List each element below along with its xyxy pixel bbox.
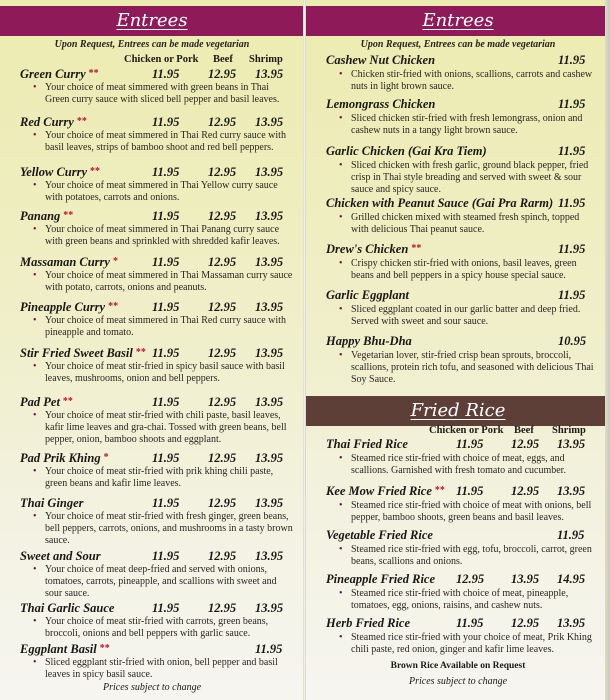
price-beef: 13.95 — [511, 572, 540, 586]
price-chicken-pork: 11.95 — [152, 209, 180, 223]
price-beef: 12.95 — [511, 484, 540, 498]
spice-indicator: * — [112, 256, 118, 267]
item-name: Pineapple Fried Rice — [326, 572, 436, 586]
spice-indicator: ** — [108, 301, 119, 312]
price-beef: 12.95 — [208, 549, 237, 563]
item-name: Eggplant Basil ** — [20, 642, 110, 656]
spice-indicator: ** — [434, 485, 445, 496]
price: 11.95 — [558, 144, 586, 158]
item-description: • Steamed rice stir-fried with choice of meat with onions, bell pepper, bamboo shoots, green beans and basil leaves. — [351, 500, 596, 524]
item-name: Massaman Curry * — [20, 255, 118, 269]
item-name: Thai Ginger — [20, 496, 84, 510]
item-description: • Your choice of meat stir-fried with chili paste, basil leaves, kafir lime leaves and gra-chai. Tossed with green beans, bell pepper, onion, bamboo shoots and eggplant. — [45, 410, 295, 446]
item-description: • Your choice of meat stir-fried with prik khing chili paste, green beans and kafir lime leaves. — [45, 466, 295, 490]
spice-indicator: ** — [76, 116, 87, 127]
spice-indicator: ** — [88, 68, 99, 79]
price-shrimp: 13.95 — [255, 346, 284, 360]
spice-indicator: * — [103, 452, 109, 463]
vegetarian-note: Upon Request, Entrees can be made vegetarian — [54, 39, 250, 50]
item-name: Pad Pet ** — [20, 395, 73, 409]
price-shrimp: 13.95 — [255, 395, 284, 409]
price-shrimp: 13.95 — [557, 437, 586, 451]
prices-disclaimer: Prices subject to change — [102, 682, 202, 693]
item-name: Chicken with Peanut Sauce (Gai Pra Rarm) — [326, 196, 554, 210]
item-description: • Steamed rice stir-fried with your choice of meat, Prik Khing chili paste, red onion, ginger and kafir lime leaves. — [351, 632, 596, 656]
vegetarian-note: Upon Request, Entrees can be made vegetarian — [360, 39, 556, 50]
price-chicken-pork: 11.95 — [152, 115, 180, 129]
item-description: • Sliced chicken stir-fried with fresh lemongrass, onion and cashew nuts in a tangy light brown sauce. — [351, 113, 596, 137]
item-description: • Your choice of meat simmered in Thai Yellow curry sauce with potatoes, carrots and onions. — [45, 180, 295, 204]
price-beef: 12.95 — [511, 437, 540, 451]
price-beef: 12.95 — [208, 165, 237, 179]
price-shrimp: 13.95 — [255, 115, 284, 129]
price-chicken-pork: 11.95 — [152, 67, 180, 81]
item-description: • Your choice of meat stir-fried with fresh ginger, green beans, bell peppers, carrots, onions, and mushrooms in a tasty brown sauce. — [45, 511, 295, 547]
price-beef: 12.95 — [208, 67, 237, 81]
price-shrimp: 13.95 — [255, 451, 284, 465]
price-shrimp: 13.95 — [557, 484, 586, 498]
column-header-beef: Beef — [213, 54, 233, 65]
price: 11.95 — [255, 642, 283, 656]
item-description: • Your choice of meat simmered in Thai Red curry sauce with pineapple and tomato. — [45, 315, 295, 339]
price-shrimp: 13.95 — [255, 496, 284, 510]
item-description: • Your choice of meat simmered in Thai Red curry sauce with basil leaves, strips of bamboo shoot and red bell peppers. — [45, 130, 295, 154]
price-chicken-pork: 11.95 — [456, 484, 484, 498]
section-title: Entrees — [422, 10, 494, 31]
price-chicken-pork: 11.95 — [152, 255, 180, 269]
price-shrimp: 13.95 — [557, 616, 586, 630]
spice-indicator: ** — [62, 396, 73, 407]
item-description: • Your choice of meat simmered in Thai Massaman curry sauce with potato, carrots, onions and peanuts. — [45, 270, 295, 294]
item-description: • Your choice of meat deep-fried and served with onions, tomatoes, carrots, pineapple, and scallions with sweet and sour sauce. — [45, 564, 295, 600]
item-name: Thai Fried Rice — [326, 437, 408, 451]
column-header-chicken-pork: Chicken or Pork — [124, 54, 199, 65]
entrees-banner — [0, 6, 304, 36]
item-name: Pad Prik Khing * — [20, 451, 109, 465]
section-title: Entrees — [116, 10, 188, 31]
item-name: Green Curry ** — [20, 67, 99, 81]
price-shrimp: 13.95 — [255, 549, 284, 563]
price-beef: 12.95 — [208, 496, 237, 510]
item-name: Kee Mow Fried Rice ** — [326, 484, 445, 498]
entrees-banner — [306, 6, 610, 36]
item-description: • Crispy chicken stir-fried with onions, basil leaves, green beans and bell peppers in a spicy house special sauce. — [351, 258, 596, 282]
price-beef: 12.95 — [511, 616, 540, 630]
section-title: Fried Rice — [410, 400, 506, 421]
price-chicken-pork: 11.95 — [152, 601, 180, 615]
item-description: • Grilled chicken mixed with steamed fresh spinch, topped with delicious Thai peanut sauce. — [351, 212, 596, 236]
price-shrimp: 13.95 — [255, 300, 284, 314]
price-beef: 12.95 — [208, 255, 237, 269]
column-header-beef: Beef — [514, 425, 534, 436]
price-chicken-pork: 11.95 — [456, 616, 484, 630]
price: 11.95 — [558, 97, 586, 111]
item-description: • Vegetarian lover, stir-fried crisp bean sprouts, broccoli, scallions, protein rich tofu, and seasoned with delicious Thai Soy Sauce. — [351, 350, 596, 386]
item-name: Garlic Eggplant — [326, 288, 409, 302]
right-menu-page — [306, 0, 610, 700]
item-description: • Sliced chicken with fresh garlic, ground black pepper, fried crisp in Thai style breading and served with sweet & sour sauce and spicy sauce. — [351, 160, 596, 196]
item-name: Yellow Curry ** — [20, 165, 101, 179]
price-chicken-pork: 11.95 — [152, 346, 180, 360]
price-chicken-pork: 11.95 — [152, 395, 180, 409]
column-header-shrimp: Shrimp — [249, 54, 283, 65]
price-shrimp: 14.95 — [557, 572, 586, 586]
item-description: • Sliced eggplant coated in our garlic batter and deep fried. Served with sweet and sour sauce. — [351, 304, 596, 328]
item-description: • Steamed rice stir-fried with egg, tofu, broccoli, carrot, green beans, scallions and onions. — [351, 544, 596, 568]
price-beef: 12.95 — [208, 395, 237, 409]
price-chicken-pork: 11.95 — [456, 437, 484, 451]
item-name: Lemongrass Chicken — [326, 97, 436, 111]
price: 11.95 — [558, 242, 586, 256]
price-chicken-pork: 11.95 — [152, 300, 180, 314]
price-shrimp: 13.95 — [255, 601, 284, 615]
fried-rice-banner — [306, 396, 610, 426]
price-beef: 12.95 — [208, 346, 237, 360]
spice-indicator: ** — [411, 243, 422, 254]
price: 11.95 — [558, 53, 586, 67]
price-beef: 12.95 — [208, 115, 237, 129]
item-description: • Steamed rice stir-fried with choice of meat, pineapple, tomatoes, egg, onions, raisins, and cashew nuts. — [351, 588, 596, 612]
price-beef: 12.95 — [208, 209, 237, 223]
price-beef: 12.95 — [208, 601, 237, 615]
price-beef: 12.95 — [208, 451, 237, 465]
price: 10.95 — [558, 334, 587, 348]
price-shrimp: 13.95 — [255, 165, 284, 179]
brown-rice-note: Brown Rice Available on Request — [390, 661, 526, 671]
spice-indicator: ** — [90, 166, 101, 177]
price-shrimp: 13.95 — [255, 67, 284, 81]
item-description: • Sliced eggplant stir-fried with onion, bell pepper and basil leaves in spicy basil sauce. — [45, 657, 295, 681]
price: 11.95 — [558, 196, 586, 210]
item-name: Vegetable Fried Rice — [326, 528, 433, 542]
item-name: Sweet and Sour — [20, 549, 101, 563]
price: 11.95 — [557, 528, 585, 542]
prices-disclaimer: Prices subject to change — [408, 676, 508, 687]
item-name: Drew's Chicken ** — [326, 242, 422, 256]
price-chicken-pork: 11.95 — [152, 451, 180, 465]
item-name: Stir Fried Sweet Basil ** — [20, 346, 146, 360]
item-name: Thai Garlic Sauce — [20, 601, 115, 615]
price-shrimp: 13.95 — [255, 209, 284, 223]
price: 11.95 — [558, 288, 586, 302]
item-description: • Your choice of meat simmered with green beans in Thai Green curry sauce with sliced bell pepper and basil leaves. — [45, 82, 295, 106]
item-name: Garlic Chicken (Gai Kra Tiem) — [326, 144, 487, 158]
spice-indicator: ** — [63, 210, 74, 221]
spice-indicator: ** — [135, 347, 146, 358]
price-chicken-pork: 12.95 — [456, 572, 485, 586]
price-chicken-pork: 11.95 — [152, 496, 180, 510]
price-chicken-pork: 11.95 — [152, 549, 180, 563]
item-description: • Your choice of meat simmered in Thai Panang curry sauce with green beans and sprinkled with shredded kafir leaves. — [45, 224, 295, 248]
column-header-shrimp: Shrimp — [552, 425, 586, 436]
item-name: Cashew Nut Chicken — [326, 53, 436, 67]
column-header-chicken-pork: Chicken or Pork — [429, 425, 504, 436]
spice-indicator: ** — [99, 643, 110, 654]
item-description: • Your choice of meat stir-fried in spicy basil sauce with basil leaves, mushrooms, onion and bell peppers. — [45, 361, 295, 385]
item-name: Pineapple Curry ** — [20, 300, 119, 314]
page-edge — [605, 0, 610, 700]
item-description: • Chicken stir-fried with onions, scallions, carrots and cashew nuts in light brown sauce. — [351, 69, 596, 93]
price-chicken-pork: 11.95 — [152, 165, 180, 179]
price-shrimp: 13.95 — [255, 255, 284, 269]
item-description: • Steamed rice stir-fried with choice of meat, eggs, and scallions. Garnished with fresh tomato and cucumber. — [351, 453, 596, 477]
item-name: Happy Bhu-Dha — [326, 334, 412, 348]
price-beef: 12.95 — [208, 300, 237, 314]
item-name: Red Curry ** — [20, 115, 87, 129]
item-description: • Your choice of meat stir-fried with carrots, green beans, broccoli, onions and bell peppers with garlic sauce. — [45, 616, 295, 640]
item-name: Panang ** — [20, 209, 74, 223]
item-name: Herb Fried Rice — [326, 616, 411, 630]
left-menu-page — [0, 0, 304, 700]
